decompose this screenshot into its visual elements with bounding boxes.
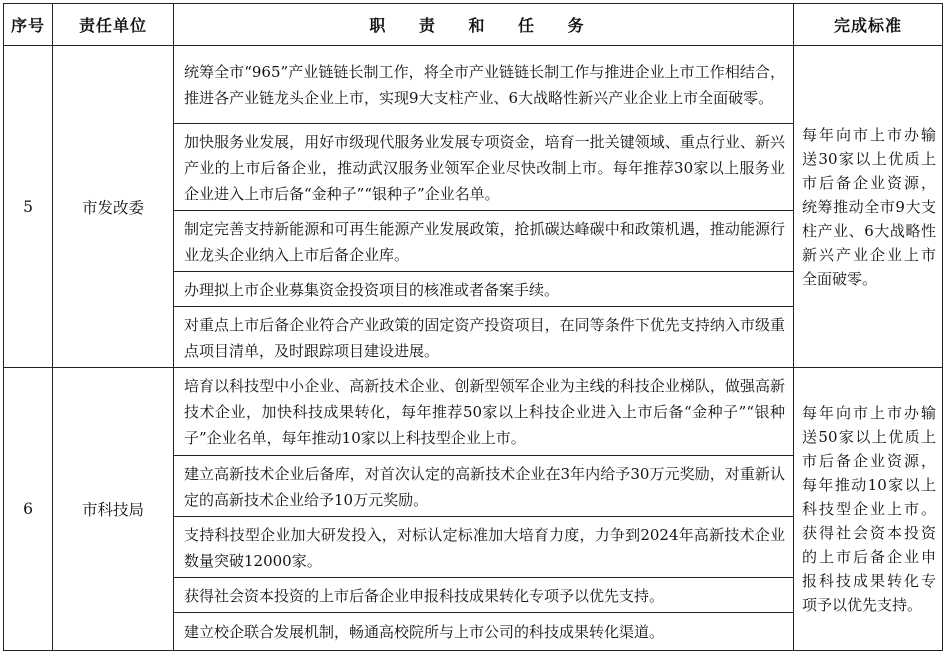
header-standard: 完成标准 (794, 4, 943, 46)
task-item: 建立校企联合发展机制，畅通高校院所与上市公司的科技成果转化渠道。 (174, 613, 794, 651)
task-item: 获得社会资本投资的上市后备企业申报科技成果转化专项予以优先支持。 (174, 578, 794, 613)
duty-table (3, 3, 943, 651)
responsible-unit: 市发改委 (53, 46, 174, 368)
header-unit: 责任单位 (53, 4, 174, 46)
responsible-unit: 市科技局 (53, 368, 174, 651)
header-tasks: 职 责 和 任 务 (174, 4, 794, 46)
completion-standard: 每年向市上市办输送30家以上优质上市后备企业资源，统筹推动全市9大支柱产业、6大战略性新兴产业企业上市全面破零。 (794, 46, 943, 368)
task-item: 统筹全市“965”产业链链长制工作，将全市产业链链长制工作与推进企业上市工作相结合，推进各产业链龙头企业上市，实现9大支柱产业、6大战略性新兴产业企业上市全面破零。 (174, 46, 794, 124)
task-item: 制定完善支持新能源和可再生能源产业发展政策，抢抓碳达峰碳中和政策机遇，推动能源行业龙头企业纳入上市后备企业库。 (174, 211, 794, 272)
task-item: 办理拟上市企业募集资金投资项目的核准或者备案手续。 (174, 272, 794, 307)
task-item: 支持科技型企业加大研发投入，对标认定标准加大培育力度，力争到2024年高新技术企业数量突破12000家。 (174, 517, 794, 578)
task-item: 对重点上市后备企业符合产业政策的固定资产投资项目，在同等条件下优先支持纳入市级重点项目清单，及时跟踪项目建设进展。 (174, 307, 794, 368)
row-number: 6 (4, 368, 53, 651)
header-no: 序号 (4, 4, 53, 46)
table-row (4, 46, 943, 124)
header-row (4, 4, 943, 46)
row-number: 5 (4, 46, 53, 368)
task-item: 建立高新技术企业后备库，对首次认定的高新技术企业在3年内给予30万元奖励，对重新认定的高新技术企业给予10万元奖励。 (174, 456, 794, 517)
completion-standard: 每年向市上市办输送50家以上优质上市后备企业资源，每年推动10家以上科技型企业上市。获得社会资本投资的上市后备企业申报科技成果转化专项予以优先支持。 (794, 368, 943, 651)
table-row (4, 368, 943, 456)
task-item: 加快服务业发展，用好市级现代服务业发展专项资金，培育一批关键领域、重点行业、新兴产业的上市后备企业，推动武汉服务业领军企业尽快改制上市。每年推荐30家以上服务业企业进入上市后备“金种子”“银种子”企业名单。 (174, 124, 794, 211)
task-item: 培育以科技型中小企业、高新技术企业、创新型领军企业为主线的科技企业梯队，做强高新技术企业，加快科技成果转化，每年推荐50家以上科技企业进入上市后备“金种子”“银种子”企业名单，每年推动10家以上科技型企业上市。 (174, 368, 794, 456)
